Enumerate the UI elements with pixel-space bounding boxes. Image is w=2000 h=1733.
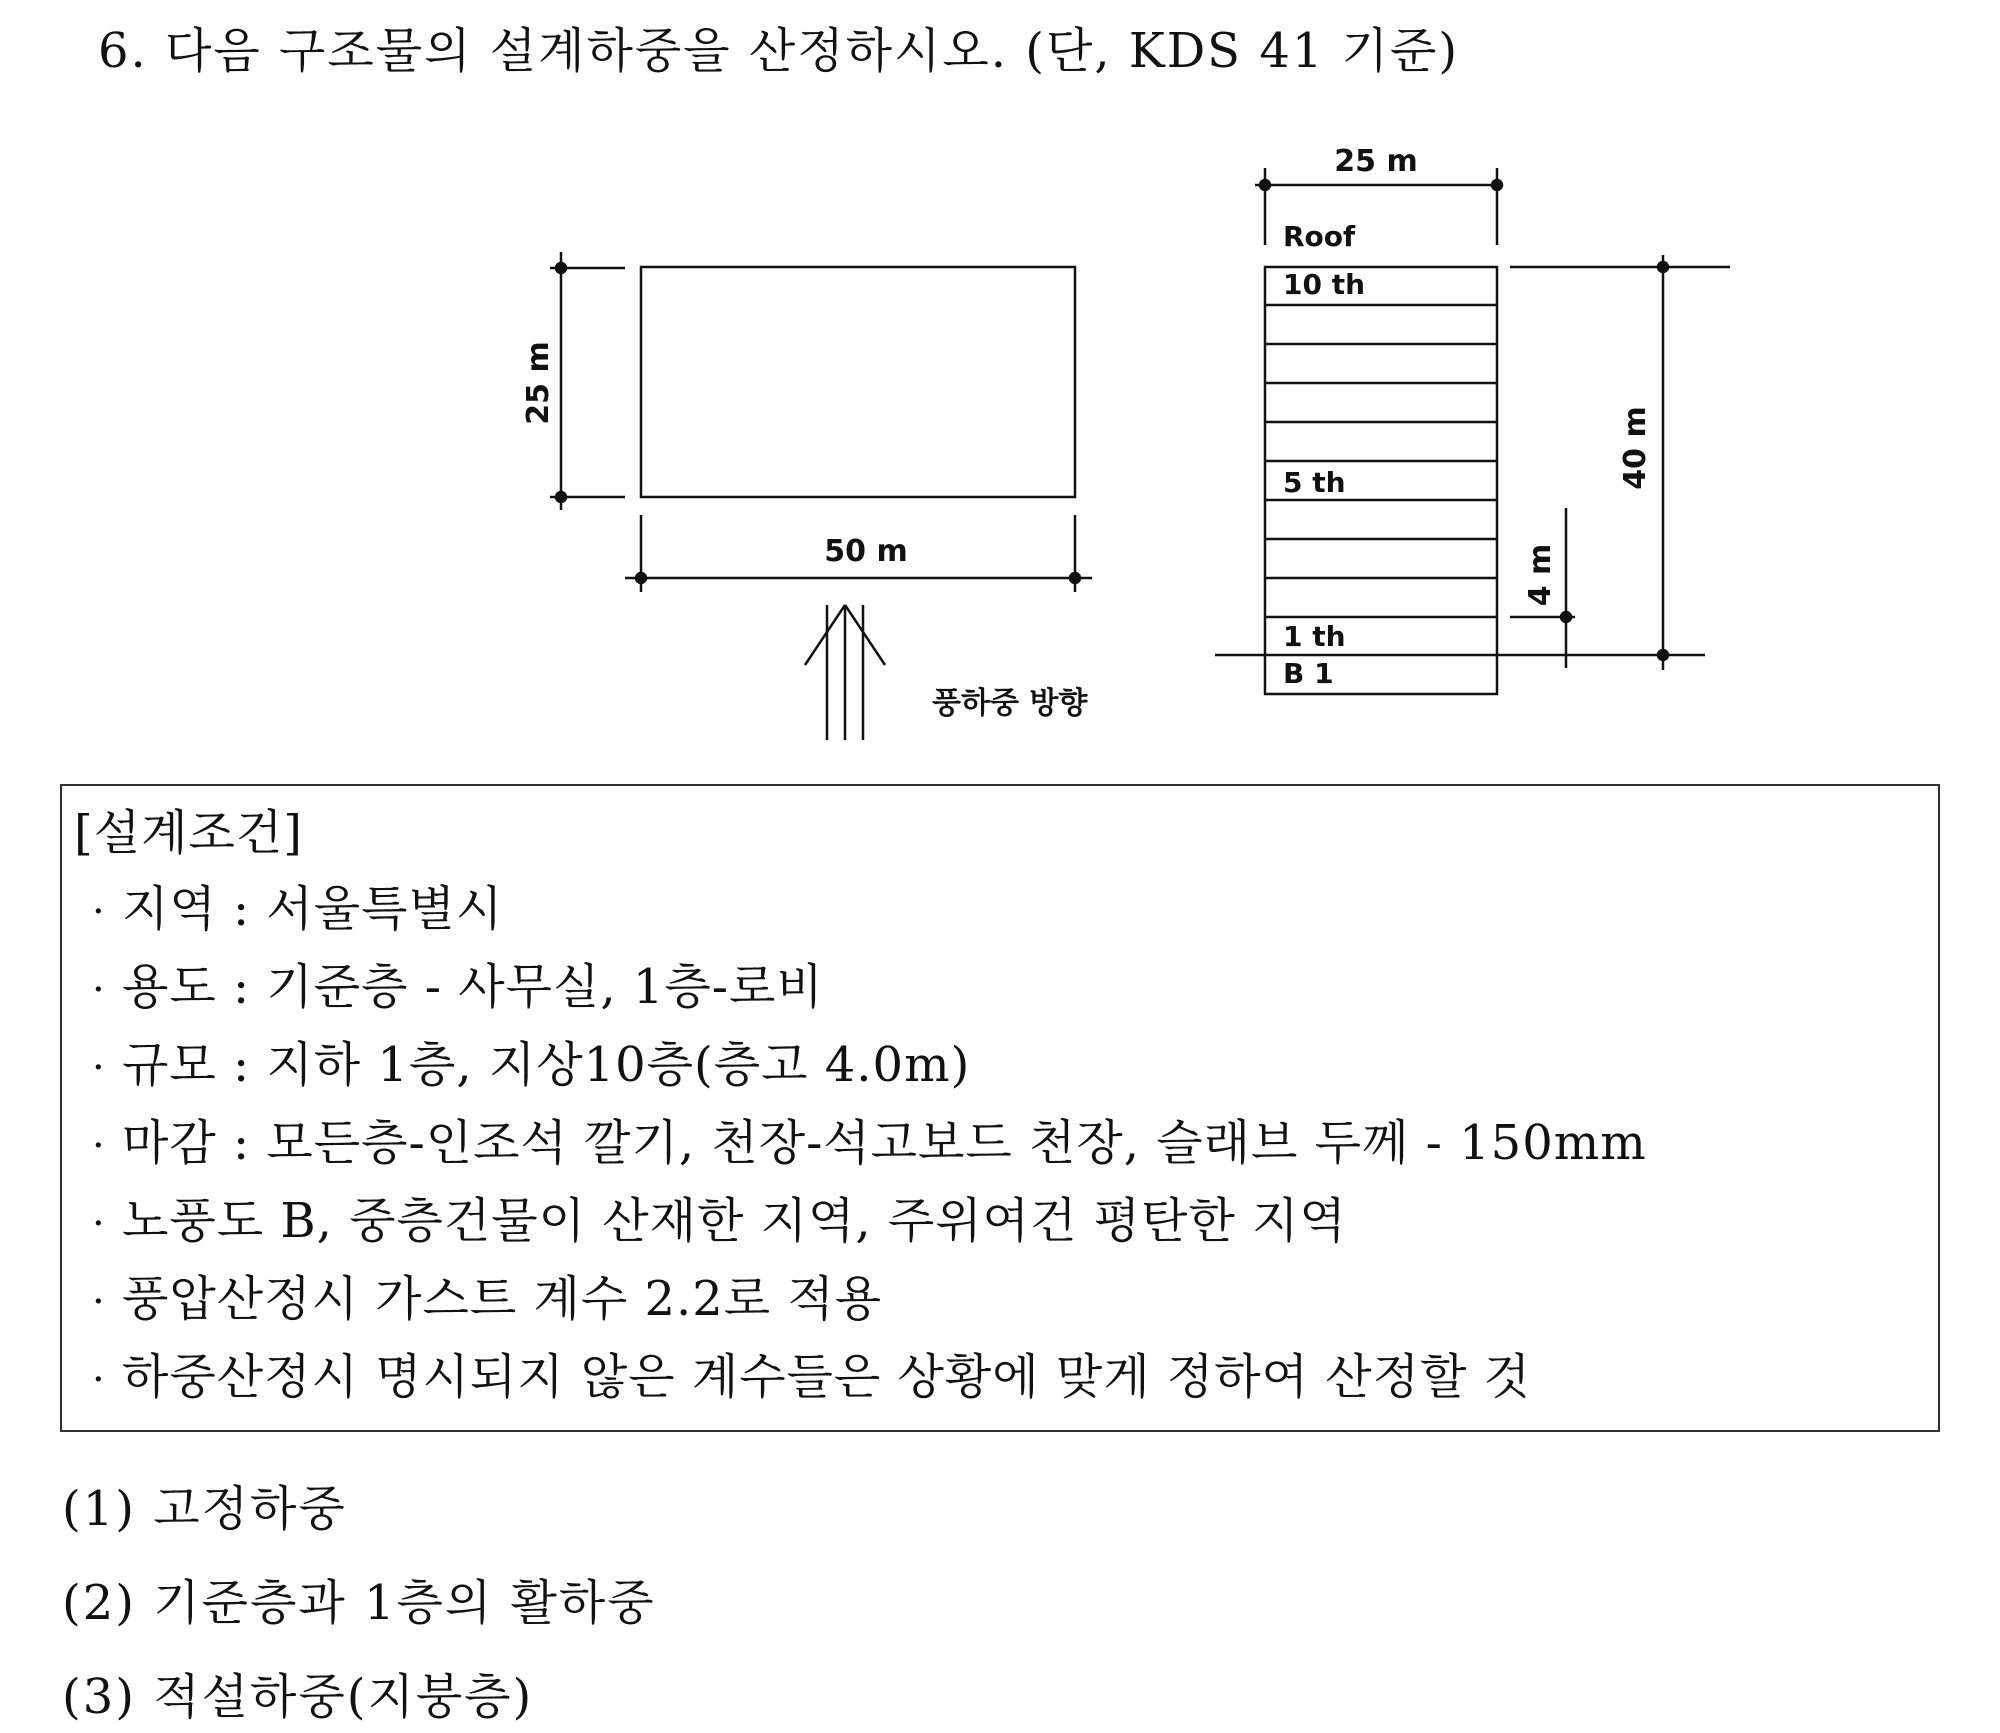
- condition-item: · 마감 : 모든층-인조석 깔기, 천장-석고보드 천장, 슬래브 두께 - 150mm: [92, 1115, 1647, 1171]
- plan-view: [550, 252, 1092, 740]
- plan-rectangle: [641, 267, 1075, 497]
- wind-direction-label: 풍하중 방향: [932, 686, 1088, 721]
- bullet-icon: ·: [92, 1201, 106, 1247]
- condition-item: · 용도 : 기준층 - 사무실, 1층-로비: [92, 959, 824, 1015]
- condition-item: · 하중산정시 명시되지 않은 계수들은 상황에 맞게 정하여 산정할 것: [92, 1349, 1532, 1405]
- elevation-width-label: 25 m: [1334, 144, 1418, 179]
- roof-label: Roof: [1283, 220, 1356, 253]
- condition-item: · 풍압산정시 가스트 계수 2.2로 적용: [92, 1271, 883, 1327]
- design-conditions-box: [60, 784, 1940, 1432]
- sub-question-3: (3) 적설하중(지붕층): [62, 1669, 534, 1725]
- plan-width-label: 50 m: [824, 534, 908, 569]
- structure-figure: [0, 0, 2000, 780]
- sub-question-1: (1) 고정하중: [62, 1481, 347, 1537]
- condition-item: · 규모 : 지하 1층, 지상10층(층고 4.0m): [92, 1037, 971, 1093]
- floor-10-label: 10 th: [1283, 268, 1366, 301]
- bullet-icon: ·: [92, 1357, 106, 1403]
- bullet-icon: ·: [92, 1279, 106, 1325]
- height-label: 40 m: [1618, 406, 1653, 490]
- story-height-label: 4 m: [1523, 543, 1558, 607]
- bullet-icon: ·: [92, 967, 106, 1013]
- plan-depth-label: 25 m: [521, 341, 556, 425]
- sub-question-2: (2) 기준층과 1층의 활하중: [62, 1575, 656, 1631]
- floor-5-label: 5 th: [1283, 466, 1346, 499]
- conditions-title: [설계조건]: [74, 805, 303, 861]
- bullet-icon: ·: [92, 1045, 106, 1091]
- question-title: 6. 다음 구조물의 설계하중을 산정하시오. (단, KDS 41 기준): [98, 23, 1460, 79]
- bullet-icon: ·: [92, 1123, 106, 1169]
- wind-direction-arrow-icon: [805, 605, 885, 740]
- bullet-icon: ·: [92, 889, 106, 935]
- condition-item: · 노풍도 B, 중층건물이 산재한 지역, 주위여건 평탄한 지역: [92, 1193, 1347, 1249]
- basement-label: B 1: [1283, 657, 1334, 690]
- condition-item: · 지역 : 서울특별시: [92, 881, 504, 937]
- floor-1-label: 1 th: [1283, 620, 1346, 653]
